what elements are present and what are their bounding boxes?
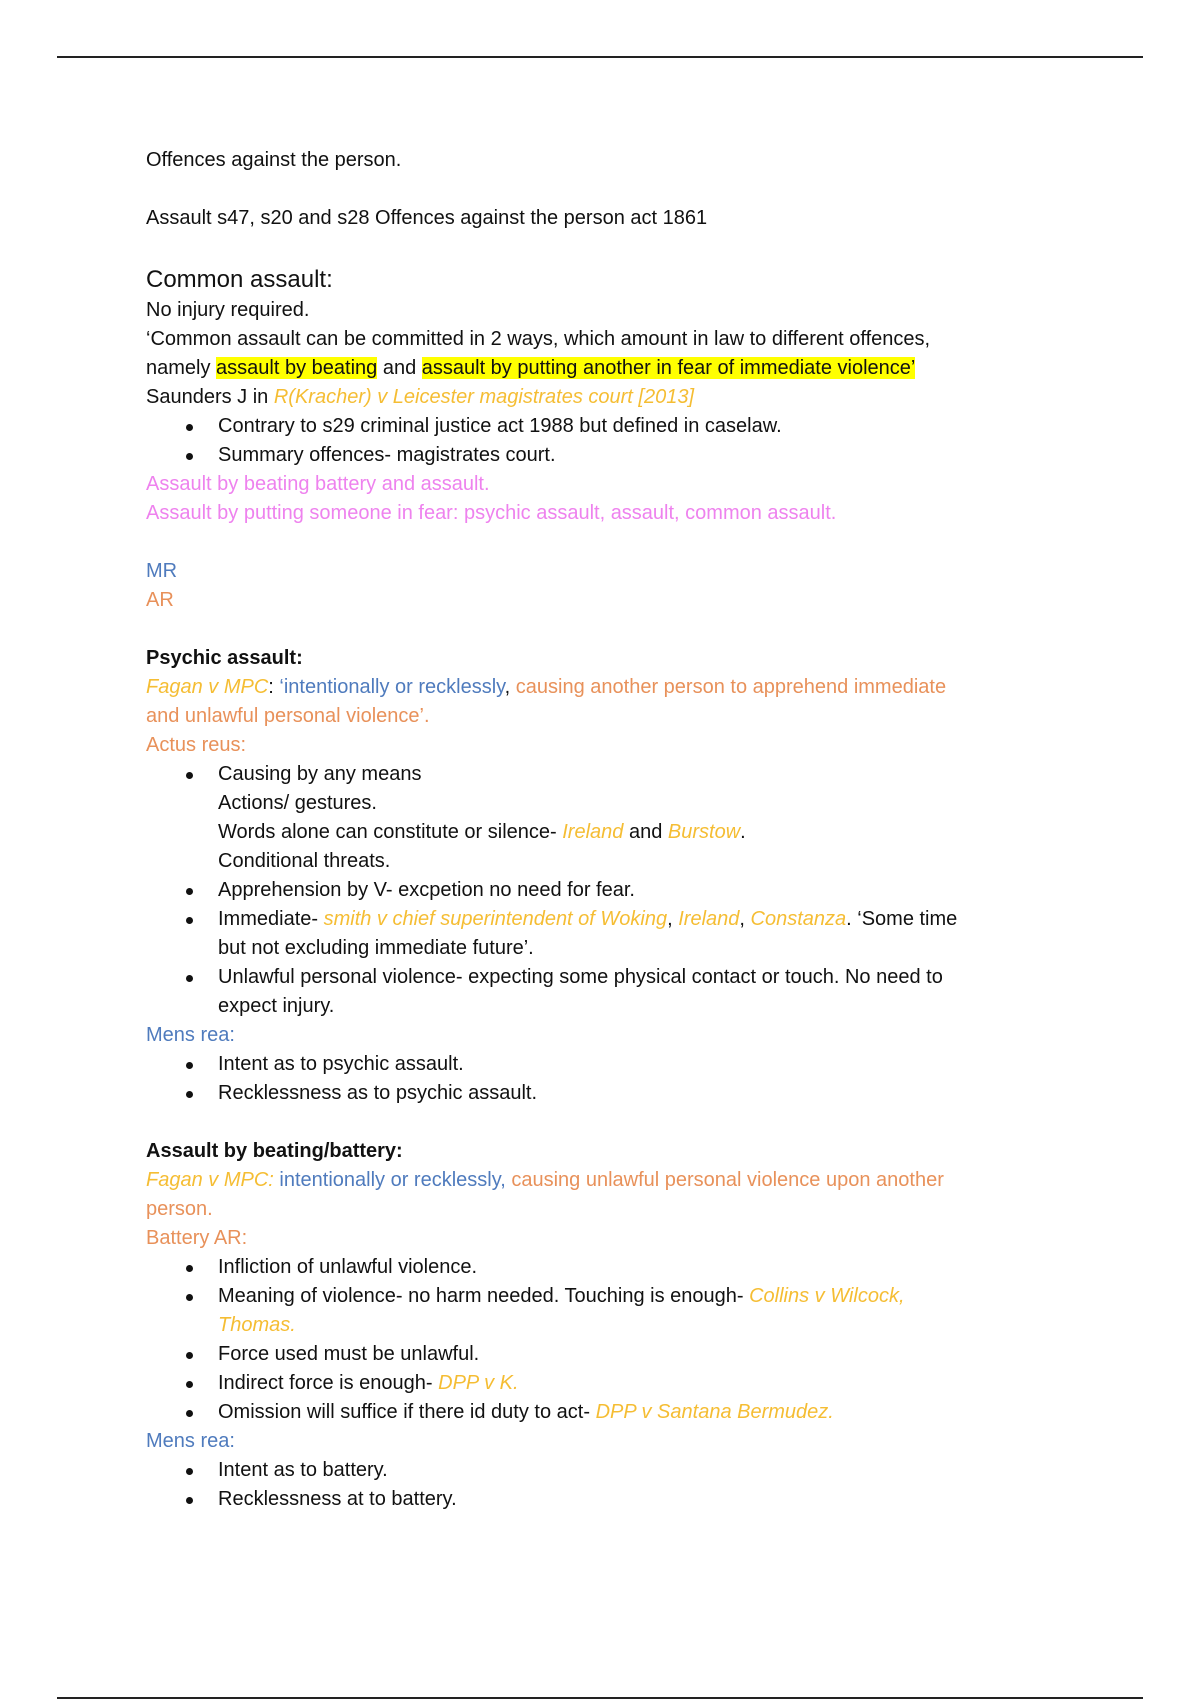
smith-case: smith v chief superintendent of Woking: [323, 908, 668, 930]
ar-legend: AR: [146, 589, 174, 611]
and-text: and: [377, 357, 422, 379]
namely-text: namely: [146, 357, 217, 379]
battery-ar-definition: causing unlawful personal violence upon another: [511, 1169, 944, 1191]
page-title: Offences against the person.: [146, 149, 402, 171]
kracher-case: R(Kracher) v Leicester magistrates court [2013]: [273, 386, 695, 408]
immediate-text: Immediate-: [218, 908, 324, 930]
common-assault-heading: Common assault:: [146, 266, 333, 293]
highlight-fear: assault by putting another in fear of immediate violence’: [421, 357, 916, 379]
battery-definition-1: [146, 1166, 1046, 1195]
psychic-bullet-2: Apprehension by V- excpetion no need for fear.: [146, 876, 1046, 905]
fagan-case: Fagan v MPC: [146, 676, 269, 698]
common-quote-line-2: [146, 354, 1046, 383]
saunders-line: [146, 383, 1046, 412]
psychic-bullet-1-line-3: [146, 818, 1046, 847]
battery-mens-bullet-1: Intent as to battery.: [146, 1456, 1046, 1485]
separator-text: ,: [739, 908, 751, 930]
psychic-bullet-1: Causing by any means: [146, 760, 1046, 789]
battery-definition-2: person.: [146, 1198, 213, 1220]
psychic-bullet-1-line-4: Conditional threats.: [218, 850, 391, 872]
collins-case: Collins v Wilcock,: [749, 1285, 905, 1307]
fagan-case-2: Fagan v MPC:: [146, 1169, 280, 1191]
actus-reus-label: Actus reus:: [146, 734, 247, 756]
page-subtitle: Assault s47, s20 and s28 Offences against the person act 1861: [146, 207, 708, 229]
some-time-text: . ‘Some time: [846, 908, 958, 930]
common-quote-line-1: ‘Common assault can be committed in 2 ways, which amount in law to different offences,: [146, 328, 931, 350]
psychic-bullet-4-line-2: expect injury.: [218, 995, 335, 1017]
battery-bullet-3: Force used must be unlawful.: [146, 1340, 1046, 1369]
bottom-rule: [57, 1697, 1143, 1699]
dpp-santana-case: DPP v Santana Bermudez.: [595, 1401, 834, 1423]
thomas-case: Thomas.: [218, 1314, 296, 1336]
battery-mr-definition: intentionally or recklessly,: [279, 1169, 512, 1191]
battery-bullet-2: [146, 1282, 1046, 1311]
psychic-mens-rea-label: Mens rea:: [146, 1024, 235, 1046]
document-body: [146, 146, 1046, 1514]
ireland-case-2: Ireland: [678, 908, 740, 930]
words-text: Words alone can constitute or silence-: [218, 821, 563, 843]
top-rule: [57, 56, 1143, 58]
indirect-text: Indirect force is enough-: [218, 1372, 439, 1394]
ar-definition: causing another person to apprehend immediate: [515, 676, 947, 698]
and-text: and: [623, 821, 668, 843]
psychic-heading: Psychic assault:: [146, 647, 303, 669]
battery-mens-bullet-2: Recklessness at to battery.: [146, 1485, 1046, 1514]
pink-note-1: Assault by beating battery and assault.: [146, 473, 490, 495]
meaning-text: Meaning of violence- no harm needed. Touching is enough-: [218, 1285, 750, 1307]
battery-bullet-5: [146, 1398, 1046, 1427]
pink-note-2: Assault by putting someone in fear: psychic assault, assault, common assault.: [146, 502, 837, 524]
psychic-bullet-3-line-2: but not excluding immediate future’.: [218, 937, 534, 959]
battery-mens-rea-label: Mens rea:: [146, 1430, 235, 1452]
colon-text: :: [268, 676, 280, 698]
no-injury-text: No injury required.: [146, 299, 310, 321]
comma-text: ,: [504, 676, 516, 698]
psychic-mens-bullet-1: Intent as to psychic assault.: [146, 1050, 1046, 1079]
ireland-case: Ireland: [562, 821, 624, 843]
saunders-text: Saunders J in: [146, 386, 274, 408]
common-bullet-1: Contrary to s29 criminal justice act 1988 but defined in caselaw.: [146, 412, 1046, 441]
psychic-bullet-3: [146, 905, 1046, 934]
psychic-bullet-4: Unlawful personal violence- expecting some physical contact or touch. No need to: [146, 963, 1046, 992]
constanza-case: Constanza: [750, 908, 847, 930]
battery-bullet-4: [146, 1369, 1046, 1398]
psychic-definition-1: [146, 673, 1046, 702]
dpp-k-case: DPP v K.: [438, 1372, 519, 1394]
mr-legend: MR: [146, 560, 178, 582]
burstow-case: Burstow: [667, 821, 741, 843]
psychic-definition-2: and unlawful personal violence’.: [146, 705, 430, 727]
omission-text: Omission will suffice if there id duty to act-: [218, 1401, 596, 1423]
separator-text: ,: [667, 908, 679, 930]
battery-ar-label: Battery AR:: [146, 1227, 248, 1249]
dot-text: .: [740, 821, 746, 843]
highlight-beating: assault by beating: [216, 357, 378, 379]
mr-definition: ‘intentionally or recklessly: [279, 676, 505, 698]
battery-bullet-1: Infliction of unlawful violence.: [146, 1253, 1046, 1282]
psychic-bullet-1-line-2: Actions/ gestures.: [218, 792, 377, 814]
battery-heading: Assault by beating/battery:: [146, 1140, 403, 1162]
psychic-mens-bullet-2: Recklessness as to psychic assault.: [146, 1079, 1046, 1108]
common-bullet-2: Summary offences- magistrates court.: [146, 441, 1046, 470]
